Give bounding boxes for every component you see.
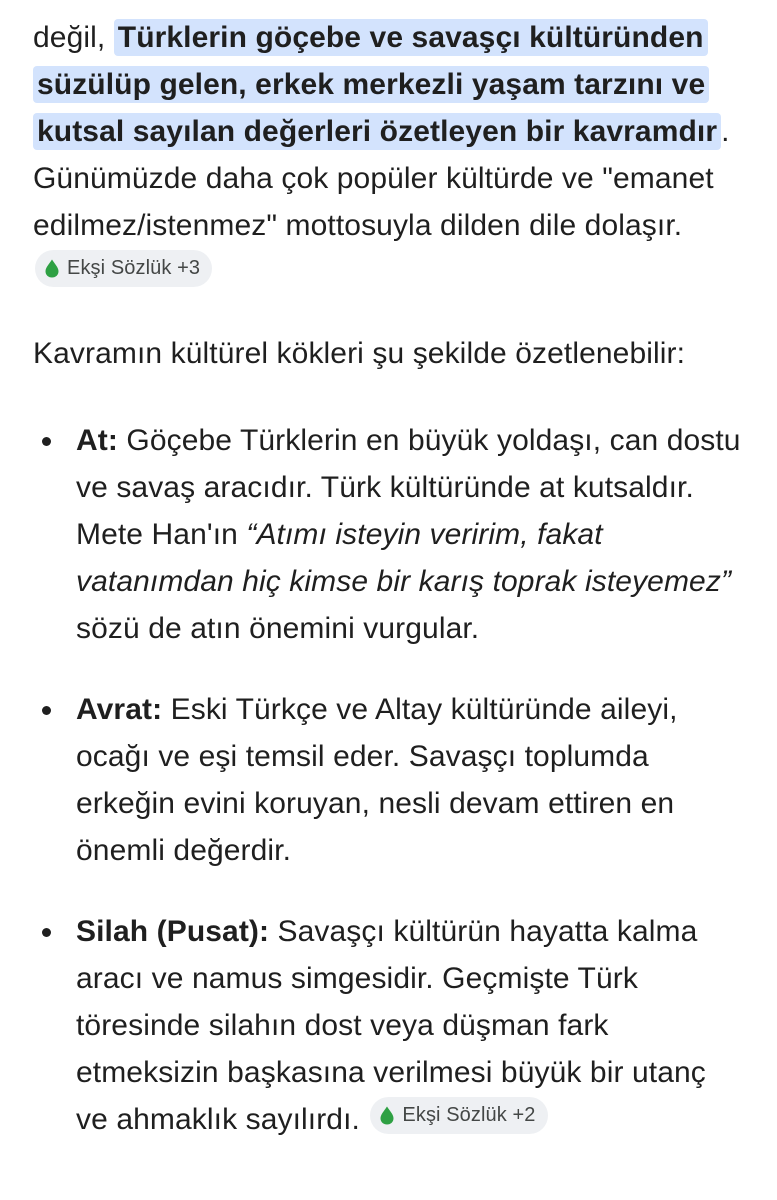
highlighted-definition: Türklerin göçebe ve savaşçı kültüründen süzülüp gelen, erkek merkezli yaşam tarzını ve kutsal sayılan değerleri özetleyen bir kavramdır <box>33 19 721 150</box>
term-at: At: <box>76 424 118 457</box>
intro-rest-text: Günümüzde daha çok popüler kültürde ve "emanet edilmez/istenmez" mottosuyla dilden dile dolaşır. <box>33 162 714 242</box>
intro-paragraph <box>33 14 741 296</box>
roots-intro-paragraph: Kavramın kültürel kökleri şu şekilde özetlenebilir: <box>33 337 686 370</box>
bullet-dot <box>42 928 51 937</box>
at-text-after: sözü de atın önemini vurgular. <box>76 612 480 645</box>
intro-period: . <box>721 115 730 148</box>
cultural-roots-list <box>33 417 741 1143</box>
term-silah: Silah (Pusat): <box>76 915 270 948</box>
silah-text: Savaşçı kültürün hayatta kalma aracı ve namus simgesidir. Geçmişte Türk töresinde silahın dost veya düşman fark etmeksizin başkasına verilmesi büyük bir utanç ve ahmaklık sayılırdı. <box>76 915 706 1136</box>
list-item-silah <box>33 908 741 1143</box>
bullet-dot <box>42 706 51 715</box>
drop-icon <box>45 259 59 278</box>
drop-icon <box>380 1106 394 1125</box>
intro-lead-text: değil, <box>33 21 114 54</box>
source-chip-eksi-sozluk-3[interactable] <box>35 250 212 287</box>
at-text-before: Göçebe Türklerin en büyük yoldaşı, can dostu ve savaş aracıdır. Türk kültüründe at kutsaldır. Mete Han'ın <box>76 424 741 551</box>
source-chip-eksi-sozluk-2[interactable] <box>370 1097 547 1134</box>
source-chip-label: Ekşi Sözlük +3 <box>67 257 201 279</box>
avrat-text: Eski Türkçe ve Altay kültüründe aileyi, ocağı ve eşi temsil eder. Savaşçı toplumda erkeğin evini koruyan, nesli devam ettiren en önemli değerdir. <box>76 693 678 867</box>
mete-han-quote: “Atımı isteyin veririm, fakat vatanımdan hiç kimse bir karış toprak isteyemez” <box>76 518 732 598</box>
bullet-dot <box>42 437 51 446</box>
list-item-at <box>33 417 741 652</box>
source-chip-label: Ekşi Sözlük +2 <box>402 1104 536 1126</box>
term-avrat: Avrat: <box>76 693 163 726</box>
list-item-avrat <box>33 686 741 874</box>
